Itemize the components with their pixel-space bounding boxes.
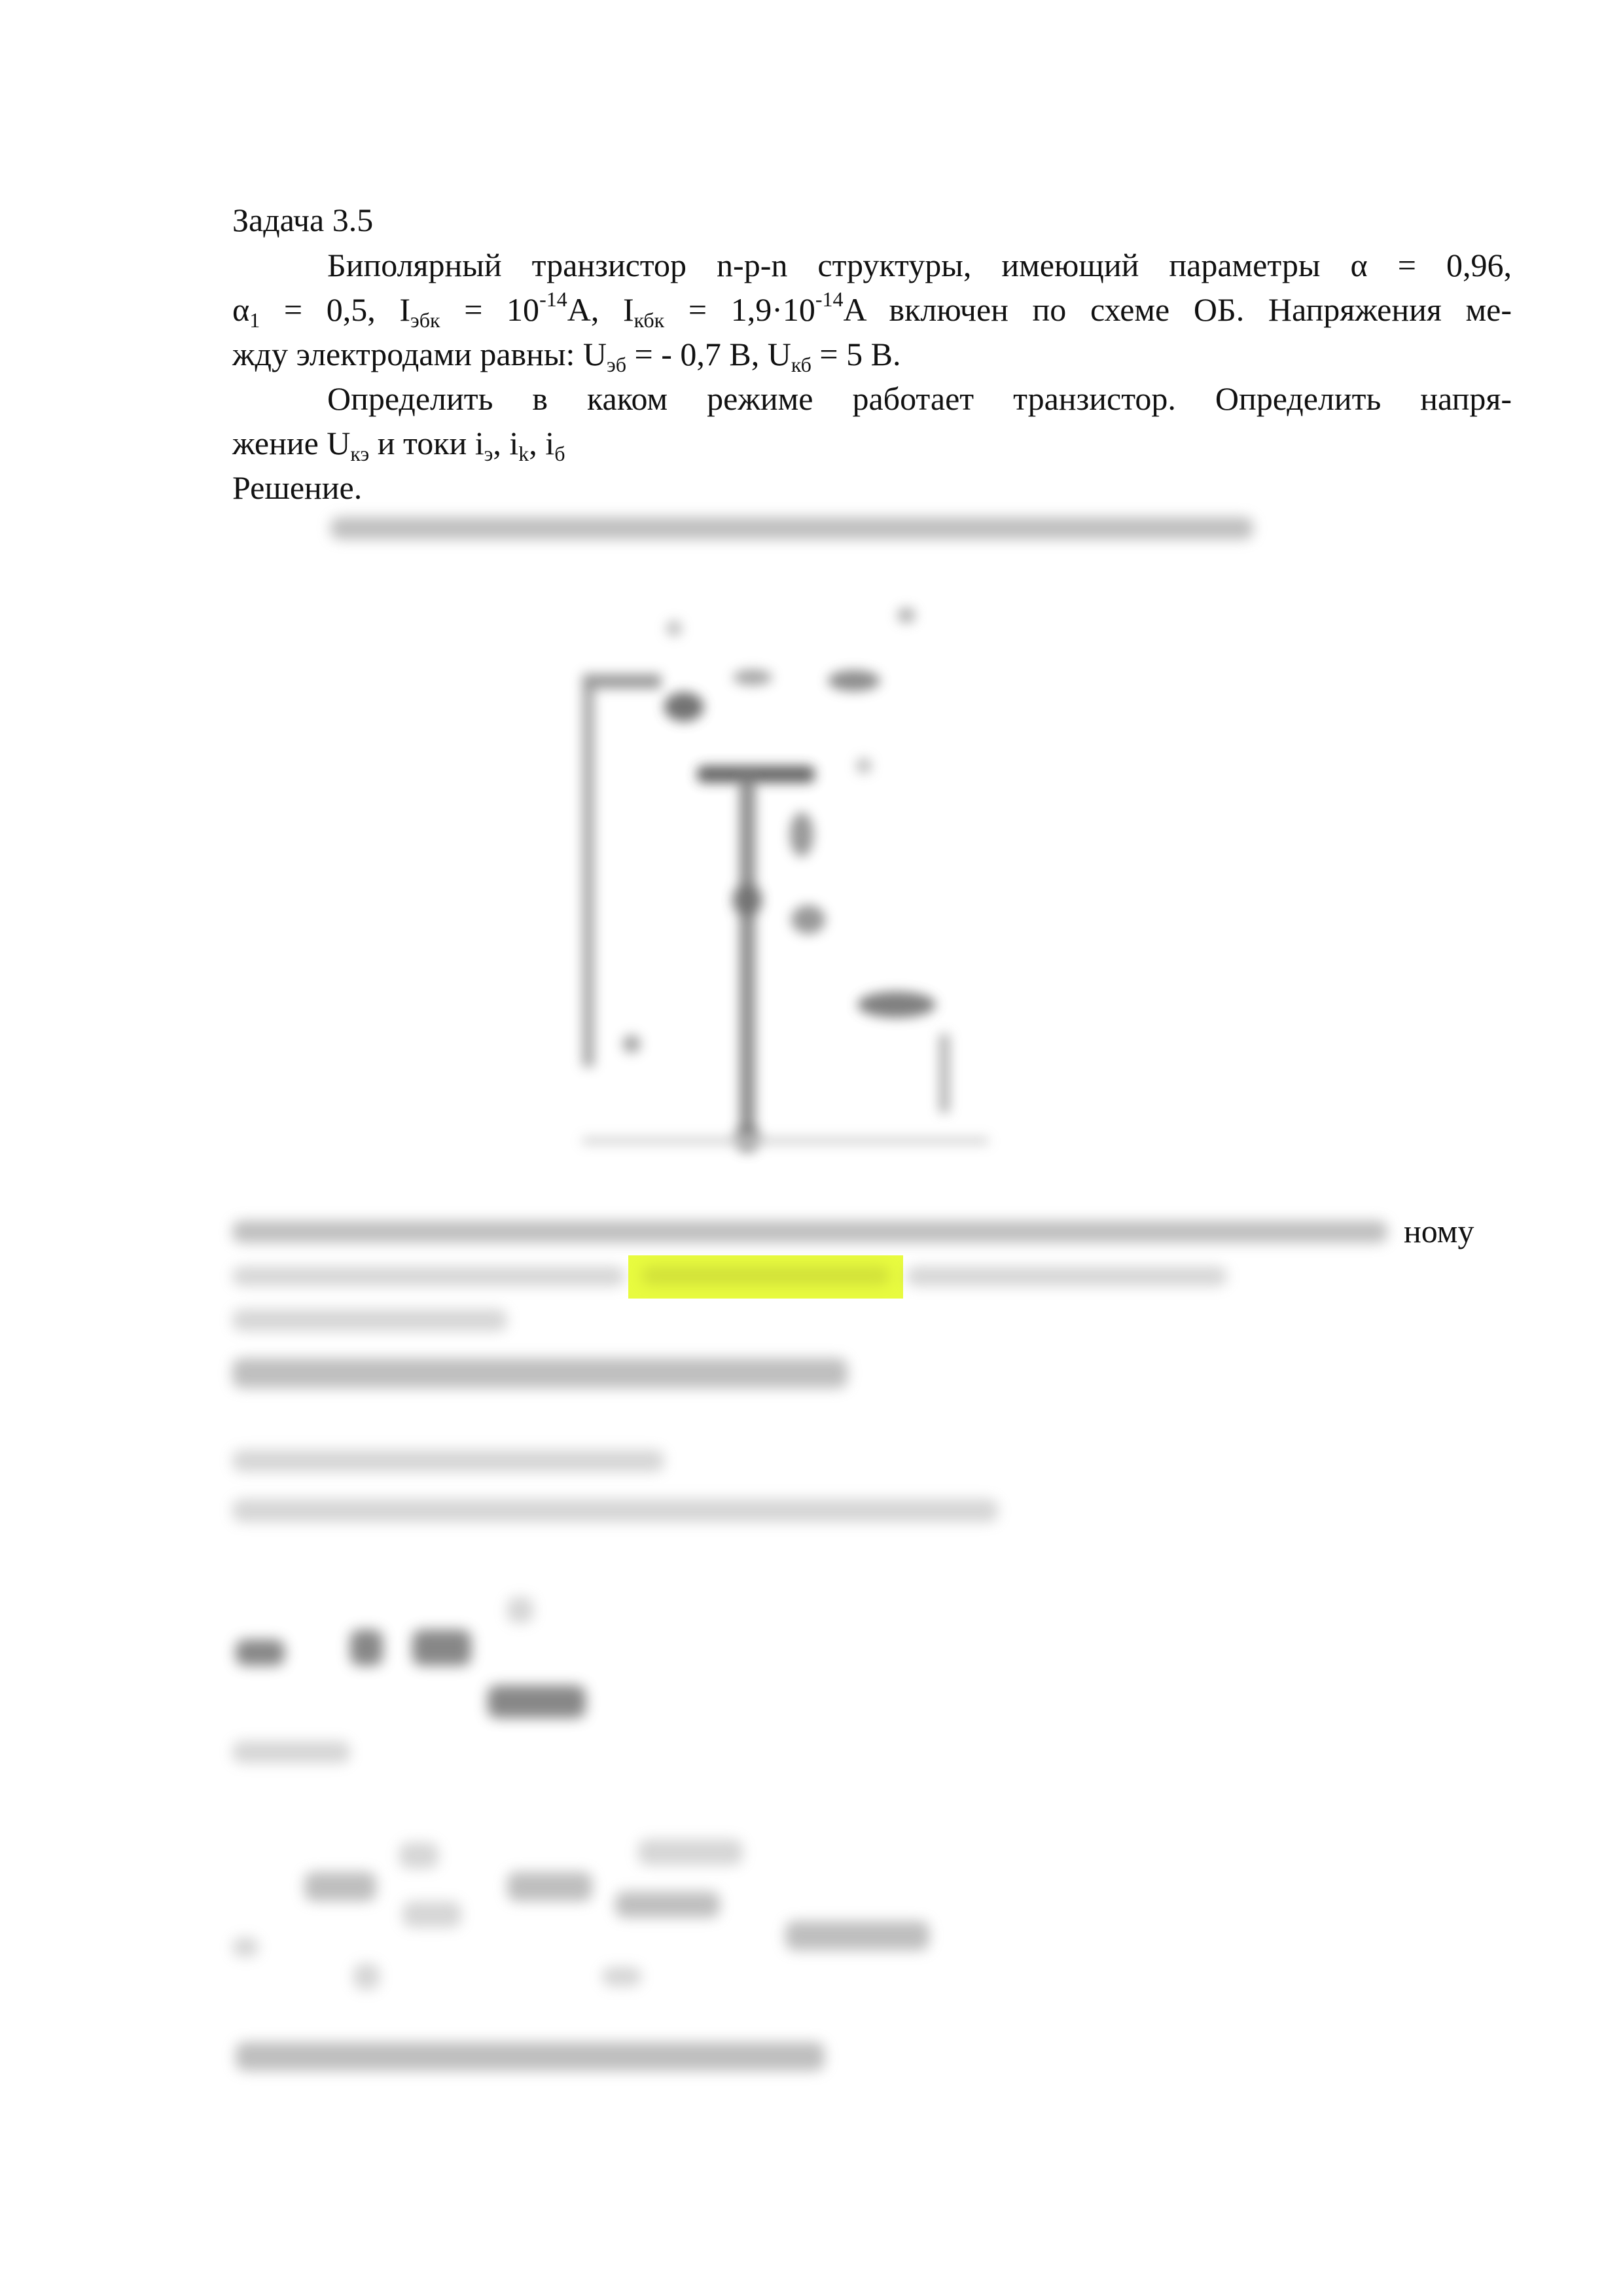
task-title: Задача 3.5 [232, 202, 374, 238]
blurred-exp-lhs [232, 1937, 259, 1957]
blurred-step-4-text [232, 1499, 998, 1522]
task-text-line-5: жение $U_{кэ}$ и токи $i_э$, $i_k$, $i_б$ [232, 425, 565, 465]
visible-word-fragment: ному [1404, 1213, 1474, 1249]
blurred-exp-1-num [399, 1842, 438, 1869]
blurred-formula-denominator [488, 1685, 586, 1718]
blurred-exp-2-num [638, 1839, 743, 1865]
task-text-line-4: Определить в каком режиме работает транзистор. Определить напря- [327, 380, 1512, 417]
blurred-formula-coef [350, 1630, 383, 1666]
blurred-exp-lhs-den [353, 1964, 380, 1990]
solution-label: Решение. [232, 469, 363, 506]
blurred-step-2-line-1 [232, 1221, 1387, 1243]
task-text-line-3: жду электродами равны: $U_{эб}$ = - 0,7 В, $U_{кб} = 5$ В. [232, 336, 901, 376]
blurred-formula-numerator [507, 1597, 533, 1623]
blurred-formula-ln [412, 1630, 471, 1666]
blurred-highlighted-text [641, 1266, 890, 1285]
blurred-exp-den-2 [602, 1967, 641, 1986]
blurred-step-4-heading [232, 1450, 664, 1472]
blurred-exp-result [785, 1921, 929, 1950]
blurred-final-line [236, 2042, 825, 2071]
blurred-exp-1-den [402, 1901, 461, 1928]
blurred-step-1-text [330, 517, 1253, 539]
blurred-formula-u [236, 1640, 285, 1666]
blurred-otkuda [232, 1741, 350, 1763]
task-text-line-2: $\alpha_1 = 0,5$, $I_{эбк} = 10^{-14}A$, $I_{кбк} = 1,9\cdot 10^{-14}A$ включен по схеме ОБ. Напряжения ме- [232, 287, 1512, 332]
blurred-step-2-line-2b [906, 1266, 1227, 1286]
blurred-circuit-diagram [556, 576, 1014, 1165]
blurred-exp-2 [507, 1872, 592, 1901]
blurred-exp-2-mid [615, 1892, 720, 1918]
task-text-line-1: Биполярный транзистор n-p-n структуры, имеющий параметры α = 0,96, [327, 247, 1512, 283]
blurred-step-3-heading [232, 1309, 507, 1331]
blurred-step-3-formula [232, 1358, 847, 1388]
blurred-step-2-line-2a [232, 1266, 625, 1286]
blurred-exp-1 [304, 1872, 376, 1901]
